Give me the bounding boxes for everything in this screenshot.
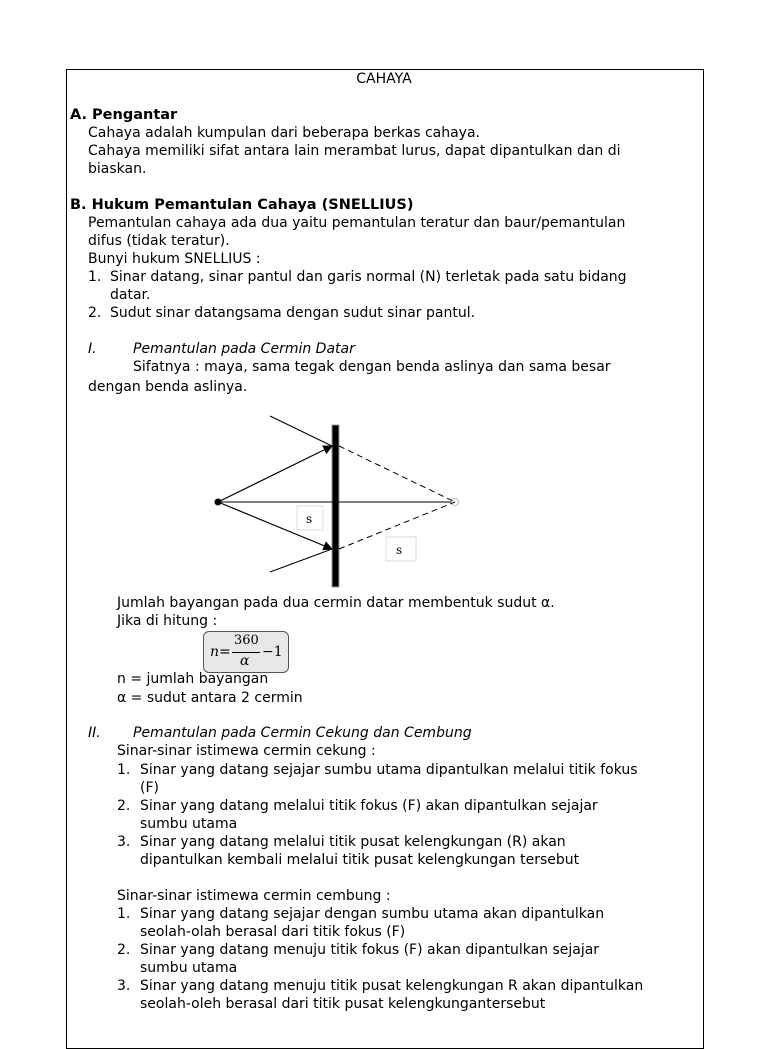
concave-title: Sinar-sinar istimewa cermin cekung :: [117, 743, 376, 759]
section-a-line: Cahaya adalah kumpulan dari beberapa berkas cahaya.: [88, 125, 480, 141]
mirror-bar: [332, 425, 339, 587]
convex-text: seolah-olah berasal dari titik fokus (F): [140, 924, 406, 940]
concave-text: dipantulkan kembali melalui titik pusat kelengkungan tersebut: [140, 852, 580, 868]
label-s1: s: [306, 512, 313, 526]
convex-number: 2.: [117, 942, 131, 958]
concave-text: sumbu utama: [140, 816, 238, 832]
concave-text: Sinar yang datang melalui titik fokus (F) akan dipantulkan sejajar: [140, 798, 598, 814]
concave-text: Sinar yang datang sejajar sumbu utama dipantulkan melalui titik fokus: [140, 762, 638, 778]
law-text: datar.: [110, 287, 151, 303]
part1-roman: I.: [88, 341, 97, 357]
concave-text: Sinar yang datang melalui titik pusat kelengkungan (R) akan: [140, 834, 566, 850]
formula-lhs: n=: [210, 644, 231, 660]
part1-heading: Pemantulan pada Cermin Datar: [133, 341, 355, 357]
definition-n: n = jumlah bayangan: [117, 671, 269, 687]
section-b-intro: Bunyi hukum SNELLIUS :: [88, 251, 261, 267]
convex-number: 3.: [117, 978, 131, 994]
reflected-ray-upper: [270, 416, 332, 446]
convex-text: sumbu utama: [140, 960, 238, 976]
part2-roman: II.: [88, 725, 101, 741]
definition-alpha: α = sudut antara 2 cermin: [117, 690, 303, 706]
section-a-line: Cahaya memiliki sifat antara lain merambat lurus, dapat dipantulkan dan di: [88, 143, 621, 159]
convex-text: seolah-oleh berasal dari titik pusat kelengkungantersebut: [140, 996, 546, 1012]
convex-number: 1.: [117, 906, 131, 922]
concave-number: 1.: [117, 762, 131, 778]
section-b-heading: B. Hukum Pemantulan Cahaya (SNELLIUS): [70, 197, 414, 213]
concave-number: 3.: [117, 834, 131, 850]
concave-number: 2.: [117, 798, 131, 814]
section-a-line: biaskan.: [88, 161, 147, 177]
concave-text: (F): [140, 780, 159, 796]
formula-denominator: α: [240, 653, 250, 669]
calc-text: Jika di hitung :: [117, 613, 218, 629]
virtual-ray-upper: [339, 446, 455, 502]
convex-text: Sinar yang datang sejajar dengan sumbu utama akan dipantulkan: [140, 906, 605, 922]
part2-heading: Pemantulan pada Cermin Cekung dan Cembung: [133, 725, 472, 741]
images-count-text: Jumlah bayangan pada dua cermin datar membentuk sudut α.: [117, 595, 555, 611]
reflected-ray-lower: [270, 549, 332, 572]
formula-tail: −1: [262, 644, 283, 660]
law-number: 1.: [88, 269, 102, 285]
section-a-heading: A. Pengantar: [70, 107, 178, 123]
convex-text: Sinar yang datang menuju titik pusat kelengkungan R akan dipantulkan: [140, 978, 644, 994]
section-b-intro: Pemantulan cahaya ada dua yaitu pemantulan teratur dan baur/pemantulan: [88, 215, 626, 231]
section-b-intro: difus (tidak teratur).: [88, 233, 230, 249]
part1-property: dengan benda aslinya.: [88, 379, 248, 395]
law-number: 2.: [88, 305, 102, 321]
formula-numerator: 360: [234, 633, 259, 648]
law-text: Sudut sinar datangsama dengan sudut sinar pantul.: [110, 305, 476, 321]
part1-property: Sifatnya : maya, sama tegak dengan benda aslinya dan sama besar: [133, 359, 611, 375]
convex-title: Sinar-sinar istimewa cermin cembung :: [117, 888, 391, 904]
convex-text: Sinar yang datang menuju titik fokus (F) akan dipantulkan sejajar: [140, 942, 600, 958]
formula-box: [203, 631, 289, 673]
law-text: Sinar datang, sinar pantul dan garis normal (N) terletak pada satu bidang: [110, 269, 627, 285]
page-title: CAHAYA: [356, 71, 412, 87]
incident-ray-upper: [218, 446, 332, 502]
label-s2: s: [396, 543, 403, 557]
